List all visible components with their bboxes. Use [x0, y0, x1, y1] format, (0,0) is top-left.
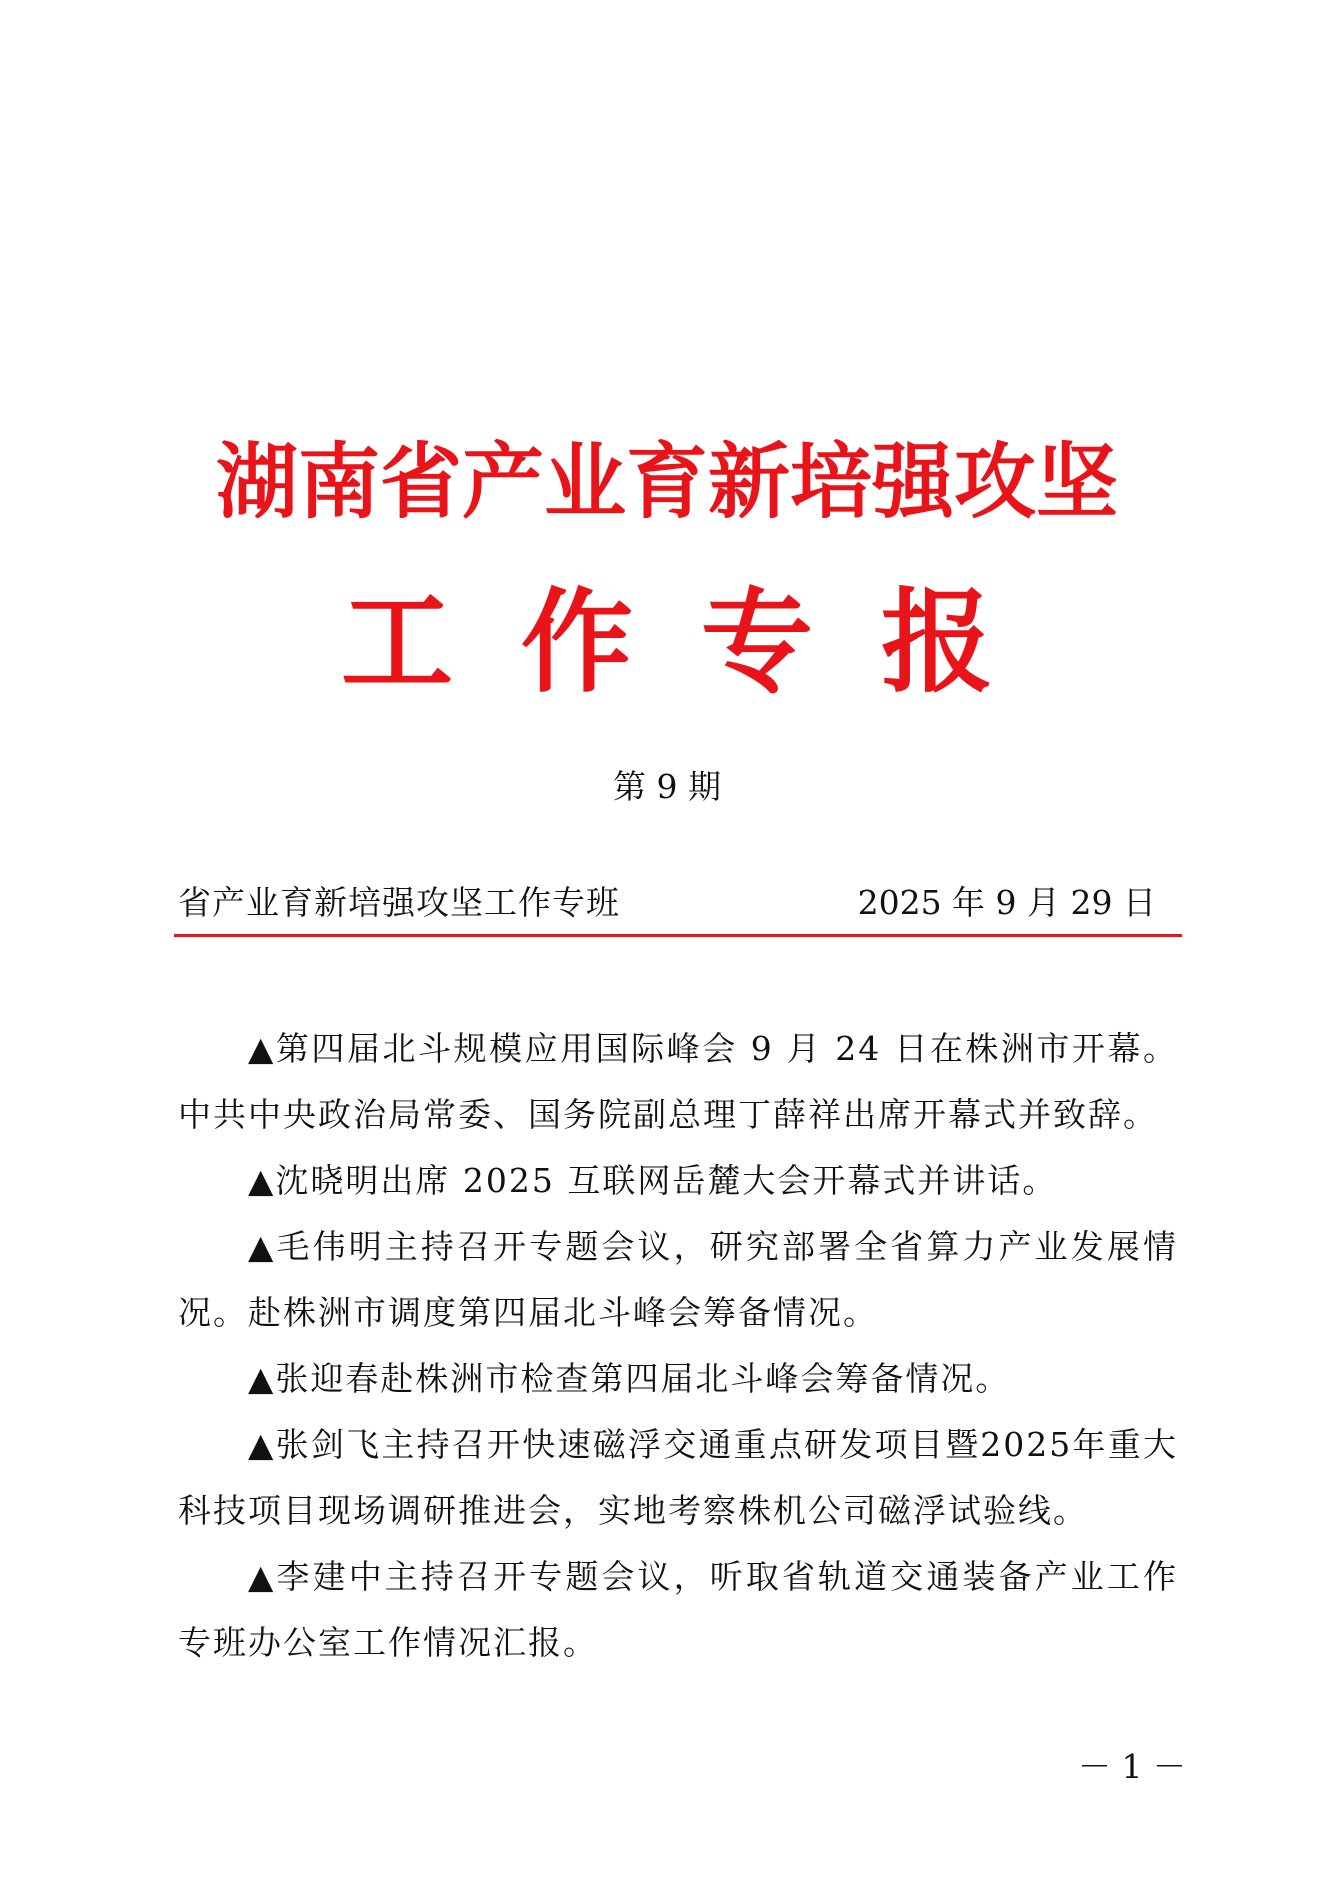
issue-number: 第 9 期 — [613, 767, 721, 806]
report-item: ▲沈晓明出席 2025 互联网岳麓大会开幕式并讲话。 — [248, 1161, 1058, 1200]
report-item: ▲第四届北斗规模应用国际峰会 9 月 24 日在株洲市开幕。中共中央政治局常委、国务院副总理丁薛祥出席开幕式并致辞。 — [178, 1029, 1178, 1134]
masthead-subtitle: 工作专报 — [341, 577, 1061, 708]
report-body — [178, 1016, 1178, 1676]
report-item: ▲张剑飞主持召开快速磁浮交通重点研发项目暨2025年重大科技项目现场调研推进会，实地考察株机公司磁浮试验线。 — [178, 1425, 1178, 1530]
report-item: ▲张迎春赴株洲市检查第四届北斗峰会筹备情况。 — [248, 1359, 1011, 1398]
report-item: ▲毛伟明主持召开专题会议，研究部署全省算力产业发展情况。赴株洲市调度第四届北斗峰会筹备情况。 — [178, 1227, 1178, 1332]
red-divider — [174, 934, 1182, 937]
masthead-title: 湖南省产业育新培强攻坚 — [215, 434, 1118, 530]
page-number: － 1 － — [1078, 1747, 1186, 1786]
report-item: ▲李建中主持召开专题会议，听取省轨道交通装备产业工作专班办公室工作情况汇报。 — [178, 1557, 1178, 1662]
issue-date: 2025 年 9 月 29 日 — [857, 883, 1156, 922]
issuer-name: 省产业育新培强攻坚工作专班 — [178, 883, 620, 922]
